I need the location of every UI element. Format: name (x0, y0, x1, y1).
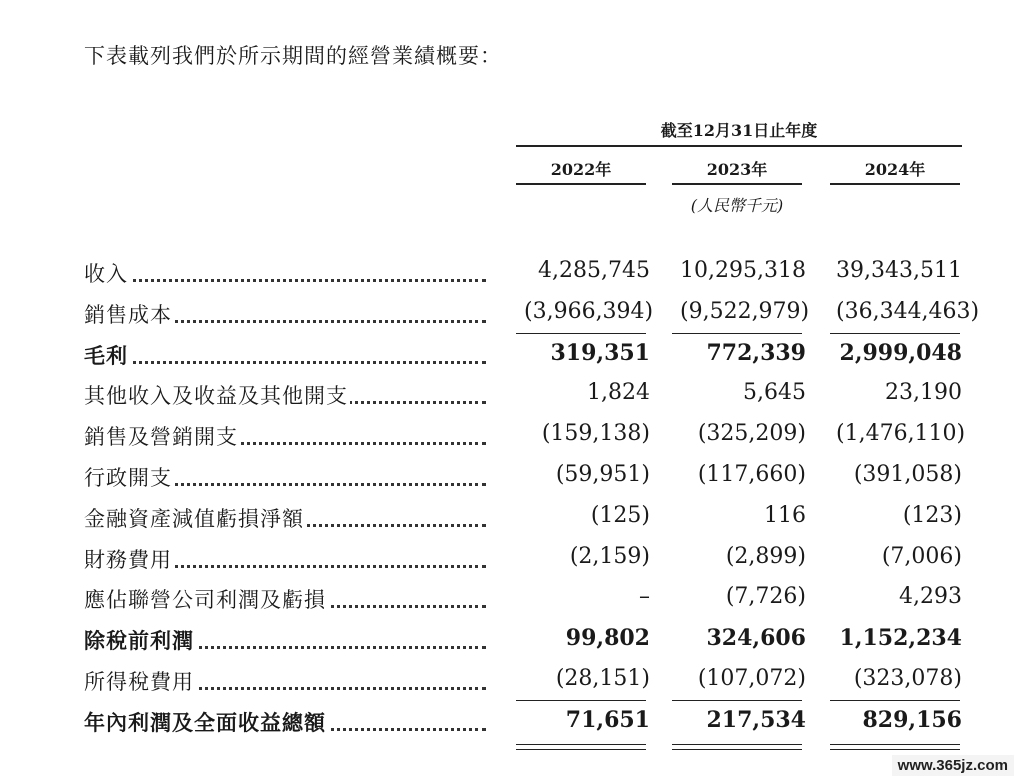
row-label (84, 258, 486, 288)
row-value-2024: (123) (902, 502, 962, 528)
subtotal-rule (516, 700, 646, 701)
row-value-2023: (107,072) (697, 666, 806, 691)
table-row (84, 380, 974, 412)
row-label-text: 銷售成本 (84, 302, 172, 327)
period-header-rule (516, 145, 962, 147)
row-value-2022: 99,802 (565, 625, 650, 652)
row-value-2023: 10,295,318 (680, 258, 806, 283)
row-value-2023: (117,660) (697, 462, 806, 487)
table-row (84, 340, 974, 372)
row-label-text: 財務費用 (84, 547, 172, 572)
subtotal-rule (672, 333, 802, 334)
row-label (84, 299, 486, 329)
table-row (84, 421, 974, 453)
row-value-2023: 772,339 (706, 339, 806, 366)
year-rule-2022 (516, 183, 646, 185)
row-label (84, 380, 486, 410)
row-label-text: 金融資產減值虧損淨額 (84, 506, 304, 531)
row-value-2023: (2,899) (725, 543, 806, 569)
row-value-2022: 71,651 (565, 706, 650, 733)
table-row (84, 625, 974, 657)
row-value-2022: (59,951) (555, 462, 650, 487)
row-value-2024: (391,058) (853, 462, 962, 487)
row-label-text: 其他收入及收益及其他開支 (84, 384, 348, 409)
total-double-rule (830, 744, 960, 750)
row-value-2024: 829,156 (862, 706, 962, 733)
row-value-2022: (28,151) (555, 666, 650, 691)
row-label-text: 所得稅費用 (84, 670, 194, 694)
table-row (84, 258, 974, 290)
table-row (84, 544, 974, 576)
row-label (84, 625, 486, 655)
row-value-2022: (159,138) (541, 421, 650, 447)
subtotal-rule (516, 333, 646, 334)
dot-leader (84, 361, 486, 364)
row-value-2022: (125) (590, 502, 650, 528)
row-value-2023: (9,522,979) (680, 298, 810, 324)
row-value-2024: (323,078) (853, 666, 962, 691)
row-value-2022: 1,824 (587, 380, 650, 406)
row-value-2022: (3,966,394) (524, 298, 654, 324)
row-label (84, 462, 486, 492)
subtotal-rule (672, 700, 802, 701)
year-header-2023: 2023年 (706, 160, 768, 179)
row-label (84, 421, 486, 451)
table-row (84, 584, 974, 616)
row-value-2024: 1,152,234 (839, 625, 962, 652)
row-value-2024: (1,476,110) (836, 421, 966, 447)
subtotal-rule (830, 700, 960, 701)
row-value-2024: (36,344,463) (836, 298, 980, 324)
intro-text: 下表載列我們於所示期間的經營業績概要： (84, 44, 502, 68)
row-value-2023: 217,534 (706, 706, 806, 733)
row-label-text: 銷售及營銷開支 (84, 425, 238, 450)
row-label-text: 除稅前利潤 (84, 628, 194, 654)
row-value-2023: (325,209) (697, 421, 806, 447)
total-double-rule (672, 744, 802, 750)
row-value-2023: 116 (764, 502, 806, 528)
table-row (84, 707, 974, 739)
row-value-2024: 4,293 (899, 584, 962, 610)
table-row (84, 666, 974, 698)
year-rule-2024 (830, 183, 960, 185)
row-value-2023: (7,726) (725, 584, 806, 610)
row-label-text: 收入 (84, 262, 128, 286)
watermark: www.365jz.com (892, 755, 1014, 776)
row-label (84, 503, 486, 533)
year-rule-2023 (672, 183, 802, 185)
subtotal-rule (830, 333, 960, 334)
row-label (84, 666, 486, 696)
row-label-text: 應佔聯營公司利潤及虧損 (84, 588, 326, 613)
row-label (84, 707, 486, 737)
row-label (84, 584, 486, 614)
row-label-text: 行政開支 (84, 466, 172, 490)
year-header-2024: 2024年 (864, 160, 926, 179)
row-value-2024: 23,190 (885, 380, 962, 406)
year-header-2022: 2022年 (550, 160, 612, 179)
table-row (84, 503, 974, 535)
row-label (84, 544, 486, 574)
row-value-2023: 324,606 (706, 625, 806, 652)
table-row (84, 298, 980, 331)
row-label-text: 毛利 (84, 342, 128, 368)
dot-leader (84, 279, 486, 282)
unit-label: (人民幣千元) (690, 196, 784, 215)
period-header: 截至12月31日止年度 (660, 121, 818, 140)
table-row (84, 462, 974, 494)
row-label-text: 年內利潤及全面收益總額 (84, 709, 326, 735)
row-label (84, 340, 486, 370)
row-value-2024: (7,006) (881, 543, 962, 569)
row-value-2022: (2,159) (569, 543, 650, 569)
row-value-2024: 39,343,511 (836, 258, 962, 283)
row-value-2022: 319,351 (550, 339, 650, 366)
row-value-2022: 4,285,745 (538, 258, 650, 283)
row-value-2023: 5,645 (743, 380, 806, 406)
row-value-2024: 2,999,048 (839, 339, 962, 366)
total-double-rule (516, 744, 646, 750)
row-value-2022: – (639, 584, 650, 610)
